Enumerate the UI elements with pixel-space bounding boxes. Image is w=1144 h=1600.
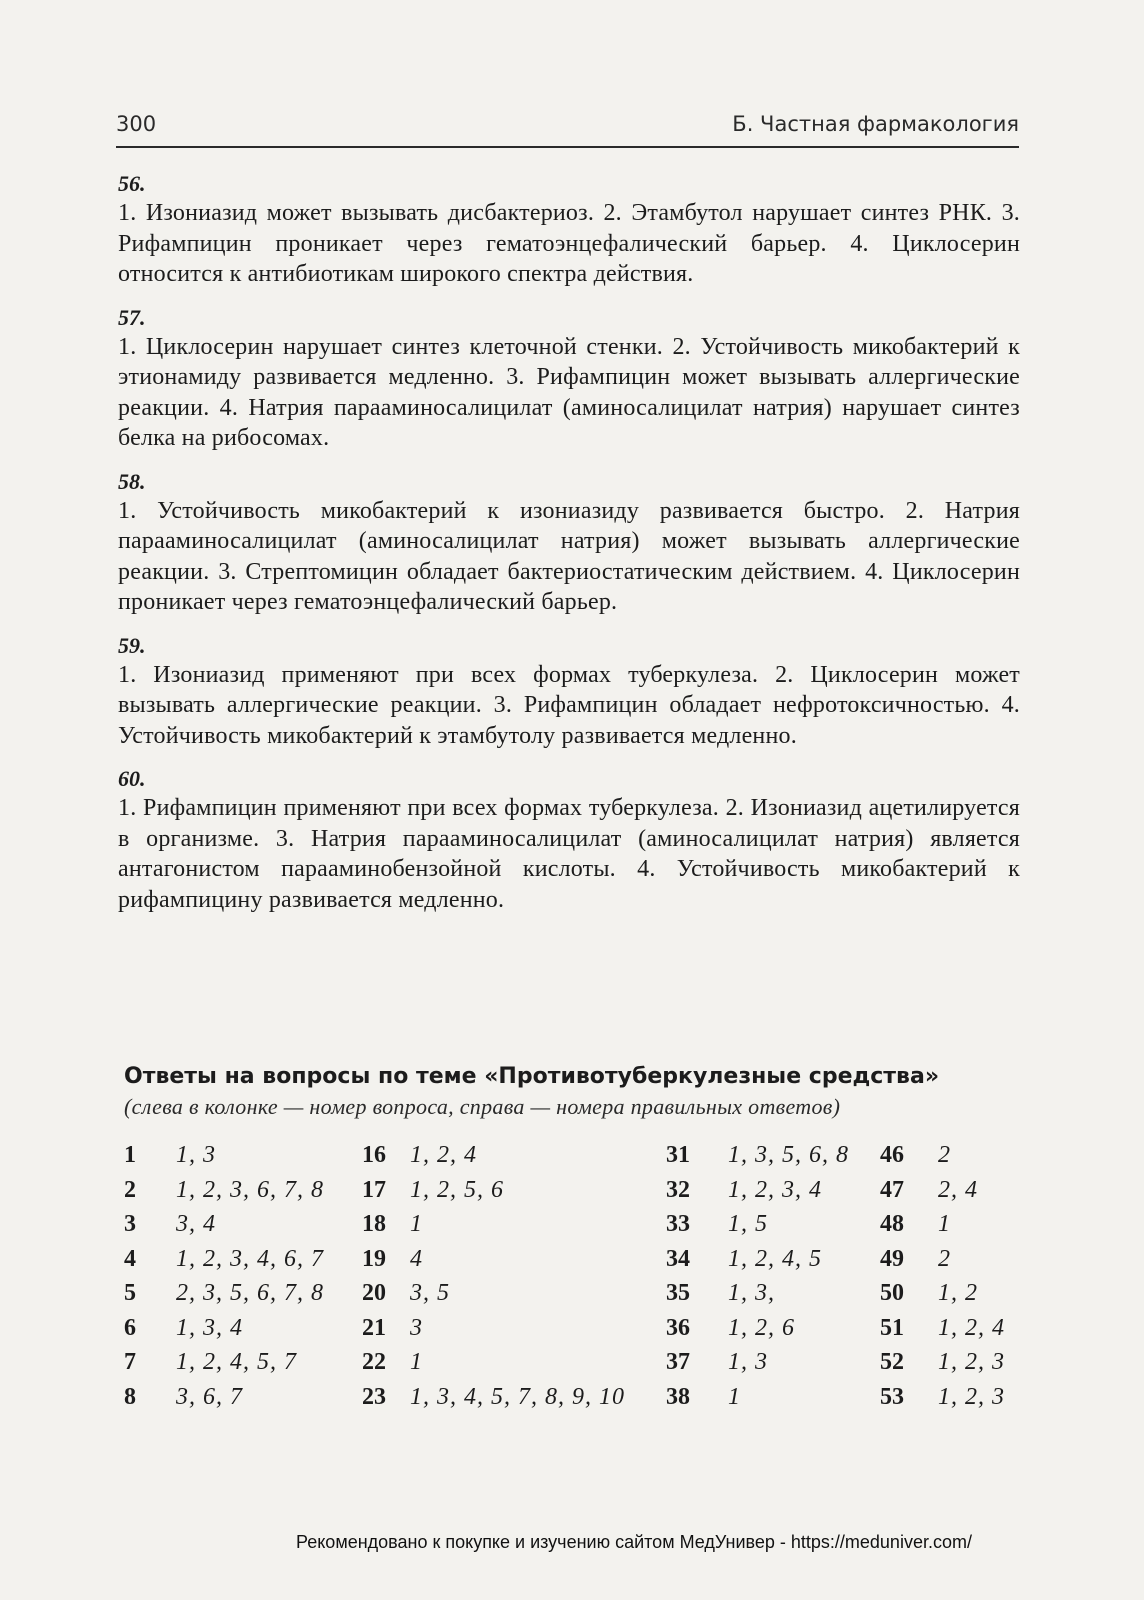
answer-options: 1 <box>728 1383 741 1410</box>
answers-column-2 <box>362 1142 625 1418</box>
answer-row <box>362 1142 625 1177</box>
answer-options: 1, 3, 4 <box>176 1314 243 1341</box>
answer-question-number: 8 <box>124 1383 136 1410</box>
answer-options: 1, 3 <box>728 1349 768 1375</box>
answer-options: 1, 3 <box>176 1142 216 1168</box>
question-56 <box>118 170 1020 290</box>
answer-question-number: 38 <box>666 1383 690 1410</box>
answer-options: 3, 6, 7 <box>176 1383 243 1410</box>
answer-options: 3, 4 <box>176 1211 216 1237</box>
answer-row <box>666 1315 849 1350</box>
answer-question-number: 22 <box>362 1349 386 1375</box>
answer-row <box>124 1177 324 1212</box>
answer-row <box>362 1211 625 1246</box>
answer-question-number: 50 <box>880 1280 904 1306</box>
answer-question-number: 18 <box>362 1211 386 1237</box>
answers-grid <box>124 1142 1024 1422</box>
answer-question-number: 35 <box>666 1280 690 1306</box>
section-title: Б. Частная фармакология <box>732 112 1019 136</box>
question-number: 56. <box>118 171 146 196</box>
question-58 <box>118 468 1020 618</box>
question-59 <box>118 632 1020 752</box>
answer-question-number: 20 <box>362 1280 386 1306</box>
answer-question-number: 7 <box>124 1349 136 1375</box>
answer-options: 1, 2, 3, 4, 6, 7 <box>176 1245 324 1272</box>
answer-question-number: 53 <box>880 1383 904 1410</box>
answer-options: 2, 3, 5, 6, 7, 8 <box>176 1280 324 1306</box>
answer-options: 2 <box>938 1142 951 1168</box>
question-text: 1. Изониазид применяют при всех формах туберкулеза. 2. Циклосерин может вызывать аллергические реакции. 3. Рифампицин обладает нефротоксичностью. 4. Устойчивость микобактерий к этамбутолу развивается медленно. <box>118 661 1020 749</box>
answer-options: 1, 3, 4, 5, 7, 8, 9, 10 <box>410 1383 625 1410</box>
answer-row <box>666 1211 849 1246</box>
answers-subtitle: (слева в колонке — номер вопроса, справа — номера правильных ответов) <box>124 1094 841 1119</box>
question-57 <box>118 304 1020 454</box>
answer-row <box>880 1177 1005 1212</box>
question-text: 1. Циклосерин нарушает синтез клеточной стенки. 2. Устойчивость микобактерий к этионамиду развивается медленно. 3. Рифампицин может вызывать аллергические реакции. 4. Натрия парааминосалицилат (аминосалицилат натрия) нарушает синтез белка на рибосомах. <box>118 333 1020 451</box>
answer-options: 1, 2, 4 <box>410 1142 477 1168</box>
answer-question-number: 48 <box>880 1211 904 1237</box>
answers-column-1 <box>124 1142 324 1418</box>
questions-list <box>118 170 1020 929</box>
answer-row <box>124 1315 324 1350</box>
answer-row <box>880 1349 1005 1384</box>
answers-column-4 <box>880 1142 1005 1418</box>
answers-title: Ответы на вопросы по теме «Противотуберкулезные средства» <box>124 1064 940 1089</box>
answer-question-number: 2 <box>124 1176 136 1203</box>
answer-question-number: 47 <box>880 1176 904 1203</box>
question-text: 1. Устойчивость микобактерий к изониазиду развивается быстро. 2. Натрия парааминосалицилат (аминосалицилат натрия) может вызывать аллергические реакции. 3. Стрептомицин обладает бактериостатическим действием. 4. Циклосерин проникает через гематоэнцефалический барьер. <box>118 497 1020 615</box>
question-text: 1. Рифампицин применяют при всех формах туберкулеза. 2. Изониазид ацетилируется в организме. 3. Натрия парааминосалицилат (аминосалицилат натрия) является антагонистом парааминобензойной кислоты. 4. Устойчивость микобактерий к рифампицину развивается медленно. <box>118 795 1020 913</box>
answer-row <box>124 1349 324 1384</box>
answer-question-number: 33 <box>666 1211 690 1237</box>
question-number: 57. <box>118 304 146 330</box>
answer-row <box>880 1211 1005 1246</box>
answer-options: 2 <box>938 1245 951 1272</box>
answer-question-number: 17 <box>362 1176 386 1203</box>
footer-recommendation: Рекомендовано к покупке и изучению сайтом МедУнивер - https://meduniver.com/ <box>296 1532 972 1552</box>
answer-question-number: 31 <box>666 1142 690 1168</box>
answer-options: 1, 2, 4, 5 <box>728 1245 822 1272</box>
answer-options: 1 <box>410 1349 423 1375</box>
question-number: 60. <box>118 766 146 791</box>
answer-options: 1 <box>410 1211 423 1237</box>
answer-question-number: 16 <box>362 1142 386 1168</box>
answer-question-number: 34 <box>666 1245 690 1272</box>
answer-options: 1, 2, 6 <box>728 1314 795 1341</box>
answer-row <box>124 1384 324 1419</box>
answer-question-number: 23 <box>362 1383 386 1410</box>
answer-question-number: 36 <box>666 1314 690 1341</box>
answer-question-number: 4 <box>124 1245 136 1272</box>
answer-row <box>666 1177 849 1212</box>
answer-options: 1, 2, 3, 6, 7, 8 <box>176 1176 324 1203</box>
answer-question-number: 46 <box>880 1142 904 1168</box>
answer-row <box>362 1177 625 1212</box>
question-number: 58. <box>118 468 146 494</box>
page-number: 300 <box>116 112 157 136</box>
answer-question-number: 52 <box>880 1349 904 1375</box>
answer-row <box>362 1384 625 1419</box>
answer-row <box>362 1349 625 1384</box>
answer-row <box>880 1142 1005 1177</box>
question-60 <box>118 765 1020 915</box>
answer-question-number: 19 <box>362 1245 386 1272</box>
answer-row <box>666 1246 849 1281</box>
answer-row <box>880 1246 1005 1281</box>
question-text: 1. Изониазид может вызывать дисбактериоз. 2. Этамбутол нарушает синтез РНК. 3. Рифампицин проникает через гематоэнцефалический барьер. 4. Циклосерин относится к антибиотикам широкого спектра действия. <box>118 200 1020 287</box>
answer-options: 1, 2, 5, 6 <box>410 1176 504 1203</box>
answer-options: 3 <box>410 1314 423 1341</box>
page-header <box>116 112 1019 136</box>
answer-row <box>666 1349 849 1384</box>
answer-row <box>124 1246 324 1281</box>
answer-question-number: 5 <box>124 1280 136 1306</box>
answer-row <box>362 1280 625 1315</box>
header-rule <box>116 146 1019 148</box>
answer-question-number: 1 <box>124 1142 136 1168</box>
answer-question-number: 3 <box>124 1211 136 1237</box>
answer-question-number: 37 <box>666 1349 690 1375</box>
answer-options: 1, 2, 3 <box>938 1349 1005 1375</box>
answer-row <box>666 1384 849 1419</box>
answer-row <box>880 1384 1005 1419</box>
answers-column-3 <box>666 1142 849 1418</box>
answer-options: 4 <box>410 1245 423 1272</box>
answer-options: 1, 2, 4, 5, 7 <box>176 1349 297 1375</box>
answer-options: 3, 5 <box>410 1280 450 1306</box>
answer-options: 1 <box>938 1211 951 1237</box>
answer-options: 1, 2, 4 <box>938 1314 1005 1341</box>
answer-row <box>362 1246 625 1281</box>
answer-options: 1, 2 <box>938 1280 978 1306</box>
answer-row <box>666 1142 849 1177</box>
answer-question-number: 6 <box>124 1314 136 1341</box>
answer-question-number: 21 <box>362 1314 386 1341</box>
answer-options: 1, 2, 3, 4 <box>728 1176 822 1203</box>
answer-options: 2, 4 <box>938 1176 978 1203</box>
answer-row <box>124 1280 324 1315</box>
answer-row <box>362 1315 625 1350</box>
answer-row <box>124 1211 324 1246</box>
answer-options: 1, 3, 5, 6, 8 <box>728 1142 849 1168</box>
answer-question-number: 32 <box>666 1176 690 1203</box>
question-number: 59. <box>118 632 146 658</box>
answer-row <box>666 1280 849 1315</box>
answer-question-number: 49 <box>880 1245 904 1272</box>
answer-question-number: 51 <box>880 1314 904 1341</box>
answer-row <box>880 1280 1005 1315</box>
answer-options: 1, 5 <box>728 1211 768 1237</box>
answer-options: 1, 3, <box>728 1280 775 1306</box>
answer-options: 1, 2, 3 <box>938 1383 1005 1410</box>
answer-row <box>880 1315 1005 1350</box>
answer-row <box>124 1142 324 1177</box>
